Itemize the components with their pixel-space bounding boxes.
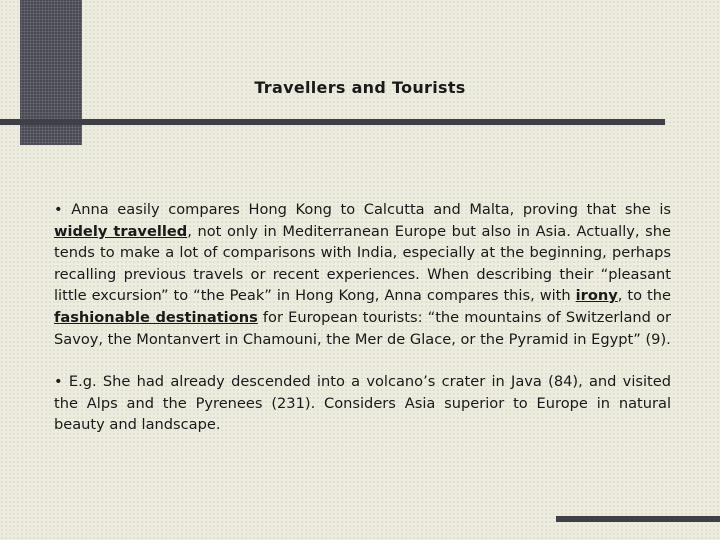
emphasis-irony: irony [575,287,618,305]
paragraph-text: , to the [617,287,671,305]
slide-body [54,199,671,436]
paragraph-text: E.g. She had already descended into a volcano’s crater in Java (84), and visited the Alps and the Pyrenees (231). Considers Asia superior to Europe in natural beauty and landscape. [54,373,671,434]
emphasis-widely-travelled: widely travelled [54,222,188,240]
bullet-marker: • [54,373,63,391]
paragraph-text: , not only in Mediterranean Europe but also in Asia. Actually, she tends to make a lot of comparisons with India, especially at the beginning, perhaps recalling previous travels or recent experiences. When describing their “pleasant little excursion” to “the Peak” in Hong Kong, Anna compares this, with [54,222,671,305]
bullet-marker: • [54,201,63,218]
paragraph-text: for European tourists: “the mountains of Switzerland or Savoy, the Montanvert in Chamouni, the Mer de Glace, or the Pyramid in Egypt” (9). [54,308,671,348]
bullet-paragraph-2 [54,371,671,436]
emphasis-fashionable-destinations: fashionable destinations [54,308,258,326]
slide-title: Travellers and Tourists [254,78,466,97]
paragraph-text: Anna easily compares Hong Kong to Calcutta and Malta, proving that she is [62,201,671,218]
bullet-paragraph-1 [54,199,671,350]
decorative-bottom-rule [556,516,720,522]
decorative-top-rule [0,119,665,125]
